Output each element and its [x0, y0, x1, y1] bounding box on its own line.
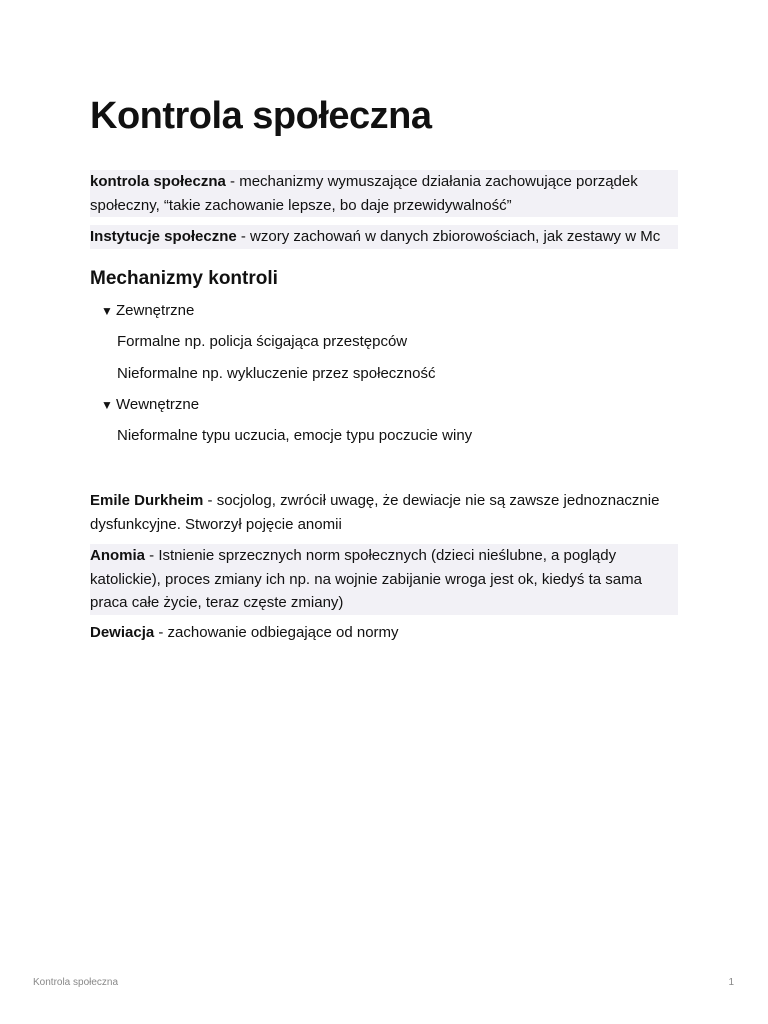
toggle-zewnetrzne[interactable] — [101, 300, 194, 322]
note-text: - socjolog, zwrócił uwagę, że dewiacje nie są zawsze jednoznacznie dysfunkcyjne. Stworzył pojęcie anomii — [90, 492, 660, 533]
definition-kontrola-spoleczna — [90, 170, 678, 217]
definition-term: Instytucje społeczne — [90, 228, 237, 245]
footer-title: Kontrola społeczna — [33, 977, 119, 988]
toggle-item: Nieformalne typu uczucia, emocje typu poczucie winy — [117, 427, 473, 444]
footer-page-number: 1 — [728, 977, 734, 988]
note-text: - zachowanie odbiegające od normy — [154, 624, 399, 641]
toggle-label: Wewnętrzne — [116, 396, 200, 413]
note-anomia — [90, 544, 678, 615]
note-dewiacja — [90, 621, 678, 645]
definition-text: - wzory zachowań w danych zbiorowościach, jak zestawy w Mc — [236, 228, 661, 245]
toggle-wewnetrzne[interactable] — [101, 394, 199, 416]
toggle-item: Formalne np. policja ścigająca przestępców — [117, 333, 408, 350]
note-text: - Istnienie sprzecznych norm społecznych (dzieci nieślubne, a poglądy katolickie), proces zmiany ich np. na wojnie zabijanie wroga jest ok, kiedyś ta sama praca całe życie, teraz częste zmiany) — [90, 547, 642, 611]
section-heading: Mechanizmy kontroli — [90, 268, 278, 289]
definition-text: - mechanizmy wymuszające działania zachowujące porządek społeczny, “takie zachowanie lepsze, bo daje przewidywalność” — [90, 173, 638, 214]
toggle-triangle-icon[interactable]: ▼ — [101, 304, 113, 318]
toggle-triangle-icon[interactable]: ▼ — [101, 398, 113, 412]
note-term: Dewiacja — [90, 624, 155, 641]
toggle-label: Zewnętrzne — [116, 302, 195, 319]
note-term: Emile Durkheim — [90, 492, 204, 509]
note-term: Anomia — [90, 547, 146, 564]
definition-term: kontrola społeczna — [90, 173, 226, 190]
definition-instytucje-spoleczne — [90, 225, 678, 249]
page-title: Kontrola społeczna — [90, 95, 432, 137]
note-emile-durkheim — [90, 489, 678, 536]
toggle-item: Nieformalne np. wykluczenie przez społeczność — [117, 365, 436, 382]
